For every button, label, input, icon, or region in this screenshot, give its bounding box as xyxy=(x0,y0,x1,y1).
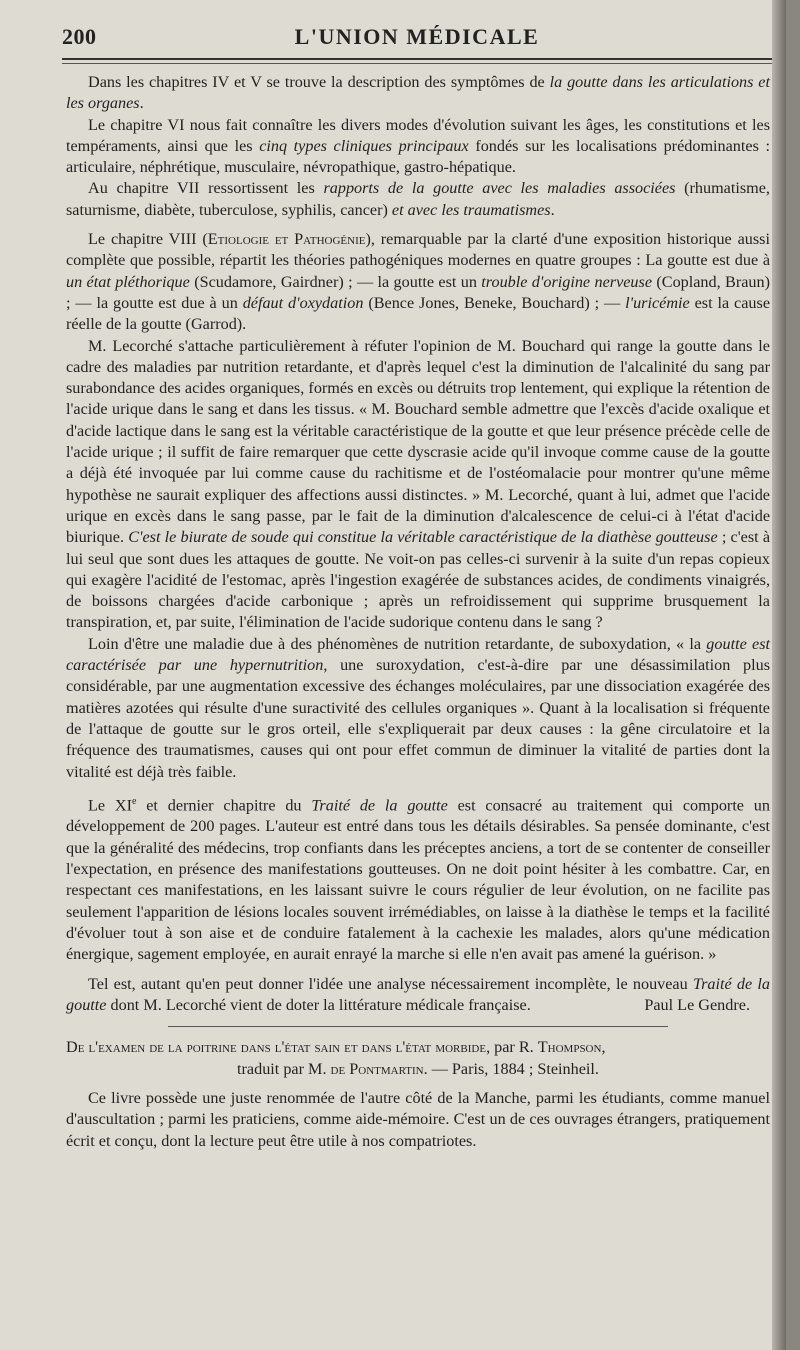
header-rule xyxy=(62,58,772,60)
paragraph-chapters-4-5: Dans les chapitres IV et V se trouve la description des symptômes de la goutte dans les articulations et les organes. xyxy=(66,73,770,113)
paragraph-chapter-8: Le chapitre VIII (Etiologie et Pathogénie), remarquable par la clarté d'une exposition historique aussi complète que possible, répartit les théories pathogéniques modernes en quatre groupes : La goutte est due à un état pléthorique (Scudamore, Gairdner) ; — la goutte est un trouble d'origine nerveuse (Copland, Braun) ; — la goutte est due à un défaut d'oxydation (Bence Jones, Beneke, Bouchard) ; — l'uricémie est la cause réelle de la goutte (Garrod). xyxy=(66,230,770,334)
page-number: 200 xyxy=(62,24,97,49)
author-signature: Paul Le Gendre. xyxy=(644,996,750,1015)
running-title: L'UNION MÉDICALE xyxy=(294,24,540,49)
paragraph-chapter-6: Le chapitre VI nous fait connaître les divers modes d'évolution suivant les âges, les constitutions et les tempéraments, ainsi que les cinq types cliniques principaux fondés sur les localisations prédominantes : articulaire, néphrétique, musculaire, névropathique, gastro-hépatique. xyxy=(66,115,770,177)
paragraph-conclusion: Tel est, autant qu'en peut donner l'idée une analyse nécessairement incomplète, le nouveau Traité de la goutte dont M. Lecorché vient de doter la littérature médicale française. xyxy=(66,974,770,1014)
paragraph-chapter-7: Au chapitre VII ressortissent les rapports de la goutte avec les maladies associées (rhumatisme, saturnisme, diabète, tuberculose, syphilis, cancer) et avec les traumatismes. xyxy=(66,179,770,219)
paragraph-chapter-11: Le XIe et dernier chapitre du Traité de la goutte est consacré au traitement qui comporte un développement de 200 pages. L'auteur est entré dans tous les détails désirables. Sa pensée dominante, c'est que la généralité des médecins, trop confiants dans les préceptes anciens, a tort de se contenter de conseiller l'expectation, en présence des manifestations goutteuses. On ne doit point hésiter à les combattre. Car, en respectant ces manifestations, en les laissant suivre le cours régulier de leur évolution, on ne facilite pas seulement l'apparition de lésions locales souvent irrémédiables, on laisse à la diathèse le temps et la facilité d'évoluer tout à son aise et de conduire fatalement à la cachexie les malades, alors qu'une médication énergique, sagement employée, en aurait enrayé la marche si elle n'en avait pas amené la guérison. » xyxy=(66,795,770,964)
paragraph-lecorche-bouchard: M. Lecorché s'attache particulièrement à réfuter l'opinion de M. Bouchard qui range la goutte dans le cadre des maladies par nutrition retardante, et d'après lequel c'est la diminution de l'alcalinité du sang par surabondance des acides organiques, formés en excès ou détruits trop lentement, qui explique la rétention de l'acide urique dans le sang et dans les tissus. « M. Bouchard semble admettre que l'excès d'acide oxalique et d'acide lactique dans le sang est la véritable caractéristique de la goutte et que leur présence précède celle de l'acide urique ; il suffit de faire remarquer que cette dyscrasie acide qu'il invoque comme cause de la goutte a déjà été invoquée par lui comme cause du rachitisme et de l'ostéomalacie pour montrer qu'une même hypothèse ne saurait expliquer des affections aussi distinctes. » M. Lecorché, quant à lui, admet que l'acide urique en excès dans le sang passe, par le fait de la diminution d'alcalescence de celui-ci à l'état d'acide biurique. C'est le biurate de soude qui constitue la véritable caractéristique de la diathèse goutteuse ; c'est à lui seul que sont dues les attaques de goutte. Ne voit-on pas celles-ci survenir à la suite d'un repas copieux qui exagère l'acidité de l'estomac, après l'ingestion exagérée de substances acides, de condiments vinaigrés, de boissons chargées d'acide carbonique ; après un refroidissement qui supprime brusquement la transpiration, et, par suite, l'élimination de l'acide sudorique contenu dans le sang ? xyxy=(66,336,771,632)
book-reference: De l'examen de la poitrine dans l'état sain et dans l'état morbide, par R. Thompson, traduit par M. de Pontmartin. — Paris, 1884 ; Steinheil. xyxy=(66,1038,606,1078)
running-header xyxy=(62,24,772,54)
article-body xyxy=(66,72,770,1152)
paragraph-book-review: Ce livre possède une juste renommée de l'autre côté de la Manche, parmi les étudiants, comme manuel d'auscultation ; parmi les praticiens, comme aide-mémoire. C'est un de ces ouvrages étrangers, pratiquement écrit et conçu, dont la lecture peut être utile à nos compatriotes. xyxy=(66,1089,770,1150)
paragraph-hypernutrition: Loin d'être une maladie due à des phénomènes de nutrition retardante, de suboxydation, « la goutte est caractérisée par une hypernutrition, une suroxydation, c'est-à-dire par une désassimilation plus considérable, par une augmentation excessive des échanges moléculaires, par une dissociation exagérée des matières azotées qui résulte d'une suractivité des cellules organiques ». Quant à la localisation si fréquente de l'attaque de goutte sur le gros orteil, elle s'expliquerait par deux causes : la gêne circulatoire et la fréquence des traumatismes, causes qui ont pour effet commun de diminuer la vitalité de parties dont la vitalité est déjà très faible. xyxy=(66,634,770,781)
page-edge-shadow xyxy=(772,0,786,1350)
header-rule-thin xyxy=(62,63,772,64)
section-rule xyxy=(168,1026,668,1027)
